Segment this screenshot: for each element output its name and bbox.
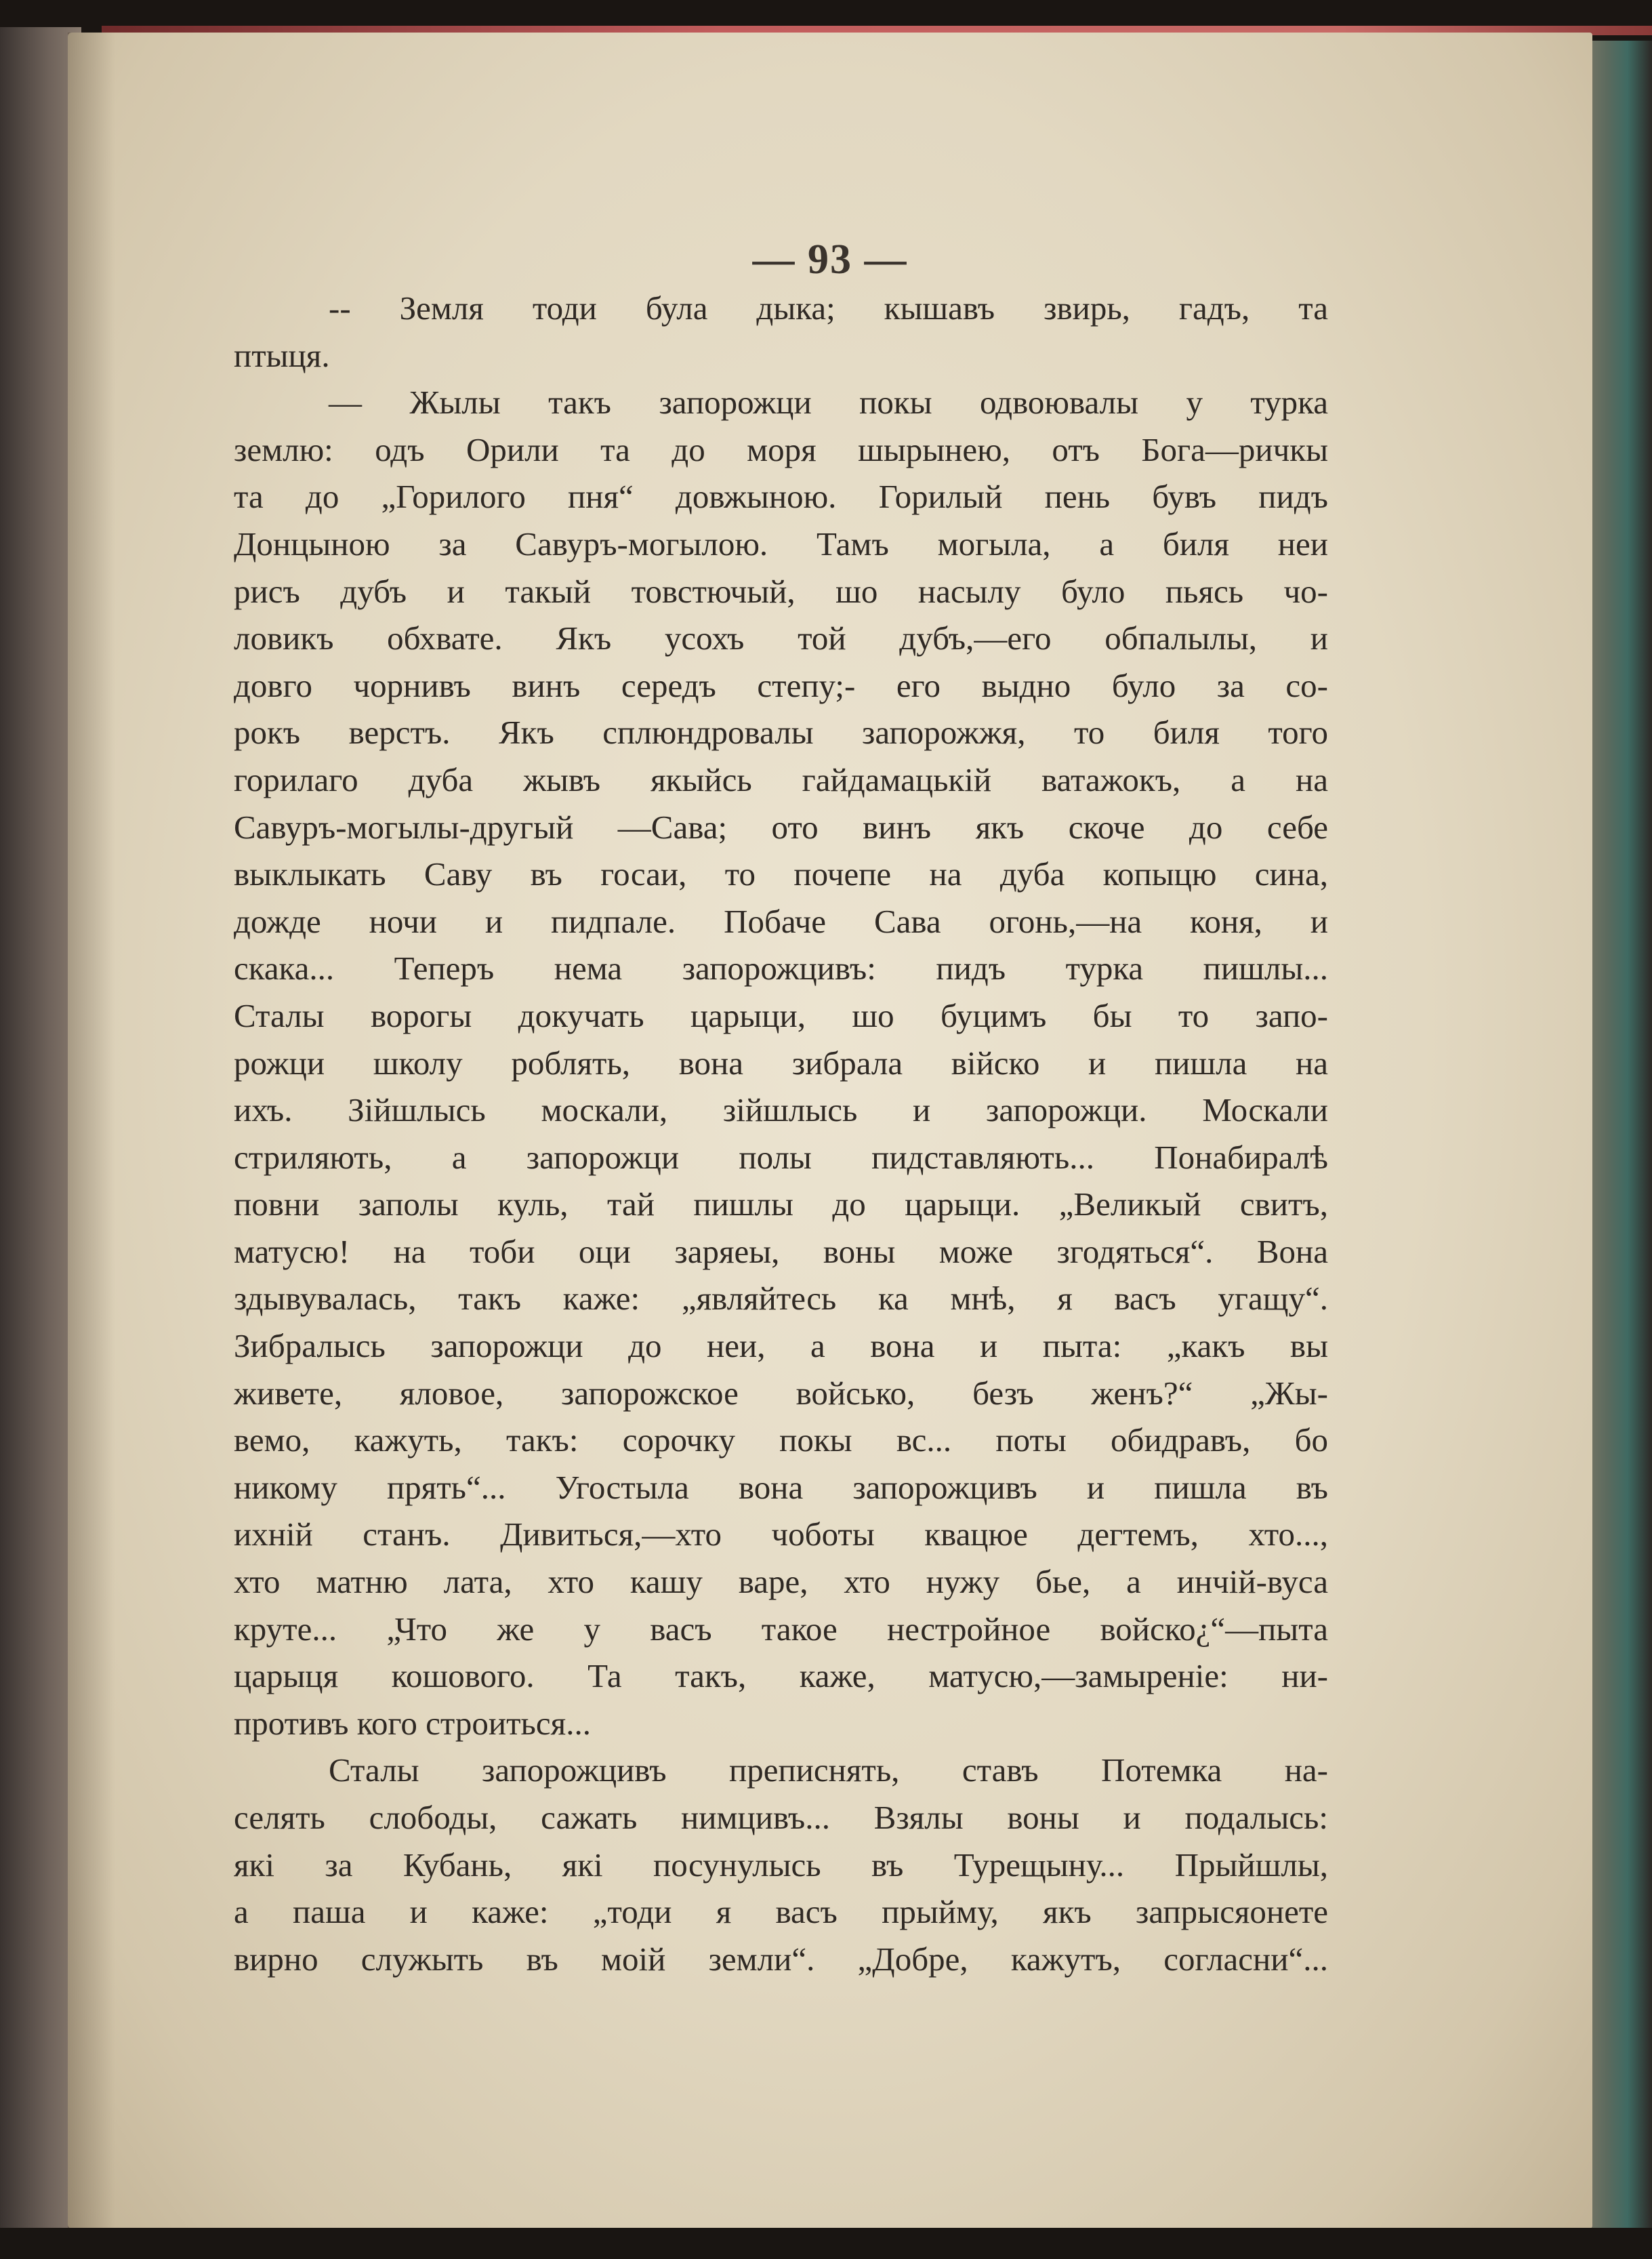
text-line: горилаго дуба жывъ якыйсь гайдамацькій ватажокъ, а на <box>234 760 1328 798</box>
bottom-binding-strip <box>0 2228 1652 2259</box>
text-line: повни заполы куль, тай пишлы до царыци. „Великый свитъ, <box>234 1185 1328 1223</box>
page-number: — 93 — <box>752 237 908 283</box>
text-line: хто матню лата, хто кашу варе, хто нужу бье, а инчiй-вуса <box>234 1563 1328 1601</box>
text-line: Зибралысь запорожци до неи, а вона и пыта: „какъ вы <box>234 1327 1328 1365</box>
text-line: царыця кошового. Та такъ, каже, матусю,—замыренiе: ни- <box>234 1657 1328 1695</box>
text-line: выклыкать Саву въ госаи, то почепе на дуба копыцю сина, <box>234 855 1328 893</box>
text-line: живете, яловое, запорожское войсько, безъ женъ?“ „Жы- <box>234 1374 1328 1412</box>
text-line: стриляють, а запорожци полы пидставляють... Понабиралѣ <box>234 1138 1328 1176</box>
text-line: -- Земля тоди була дыка; кышавъ звирь, гадъ, та <box>329 289 1328 327</box>
text-line: — Жылы такъ запорожци покы одвоювалы у турка <box>329 384 1328 422</box>
text-line: никому прять“... Угостыла вона запорожцивъ и пишла въ <box>234 1468 1328 1506</box>
text-line: селять слободы, сажать нимцивъ... Взялы воны и подалысь: <box>234 1799 1328 1836</box>
text-line: та до „Горилого пня“ довжыною. Горилый пень бувъ пидъ <box>234 478 1328 516</box>
text-line: вемо, кажуть, такъ: сорочку покы вс... поты обидравъ, бо <box>234 1421 1328 1459</box>
text-line: якi за Кубань, якi посунулысь въ Турещыну... Прыйшлы, <box>234 1846 1328 1884</box>
text-line: Сталы запорожцивъ преписнять, ставъ Потемка на- <box>329 1751 1328 1789</box>
text-line: здывувалась, такъ каже: „являйтесь ка мнѣ, я васъ угащу“. <box>234 1280 1328 1318</box>
text-line: Савуръ-могылы-другый —Сава; ото винъ якъ скоче до себе <box>234 808 1328 846</box>
text-line: рисъ дубъ и такый товстючый, шо насылу було пьясь чо- <box>234 572 1328 610</box>
text-line: скака... Теперъ нема запорожцивъ: пидъ турка пишлы... <box>234 950 1328 988</box>
text-line: вирно служыть въ моiй земли“. „Добре, кажутъ, согласни“... <box>234 1940 1328 1978</box>
text-line: рожци школу роблять, вона зибрала вiйско и пишла на <box>234 1044 1328 1082</box>
text-line: Донцыною за Савуръ-могылою. Тамъ могыла, а биля неи <box>234 525 1328 563</box>
text-line: довго чорнивъ винъ середъ степу;- его выдно було за со- <box>234 666 1328 704</box>
text-line: дожде ночи и пидпале. Побаче Сава огонь,—на коня, и <box>234 902 1328 940</box>
text-line: матусю! на тоби оци заряеы, воны може згодяться“. Вона <box>234 1232 1328 1270</box>
text-line: ловикъ обхвате. Якъ усохъ той дубъ,—его обпалылы, и <box>234 619 1328 657</box>
text-line: ихъ. Зiйшлысь москали, зiйшлысь и запорожци. Москали <box>234 1091 1328 1129</box>
text-line: Сталы ворогы докучать царыци, шо буцимъ бы то запо- <box>234 996 1328 1034</box>
text-line: птыця. <box>234 336 330 374</box>
page-text <box>234 285 1328 1982</box>
text-line: круте... „Что же у васъ такое нестройное войско¿“—пыта <box>234 1610 1328 1648</box>
text-line: землю: одъ Орили та до моря шырынею, отъ Бога—ричкы <box>234 430 1328 468</box>
text-line: а паша и каже: „тоди я васъ прыйму, якъ запрысяонете <box>234 1893 1328 1931</box>
text-line: противъ кого строиться... <box>234 1704 591 1742</box>
text-line: ихнiй станъ. Дивиться,—хто чоботы квацюе дегтемъ, хто..., <box>234 1515 1328 1553</box>
text-line: рокъ верстъ. Якъ сплюндровалы запорожжя, то биля того <box>234 714 1328 752</box>
